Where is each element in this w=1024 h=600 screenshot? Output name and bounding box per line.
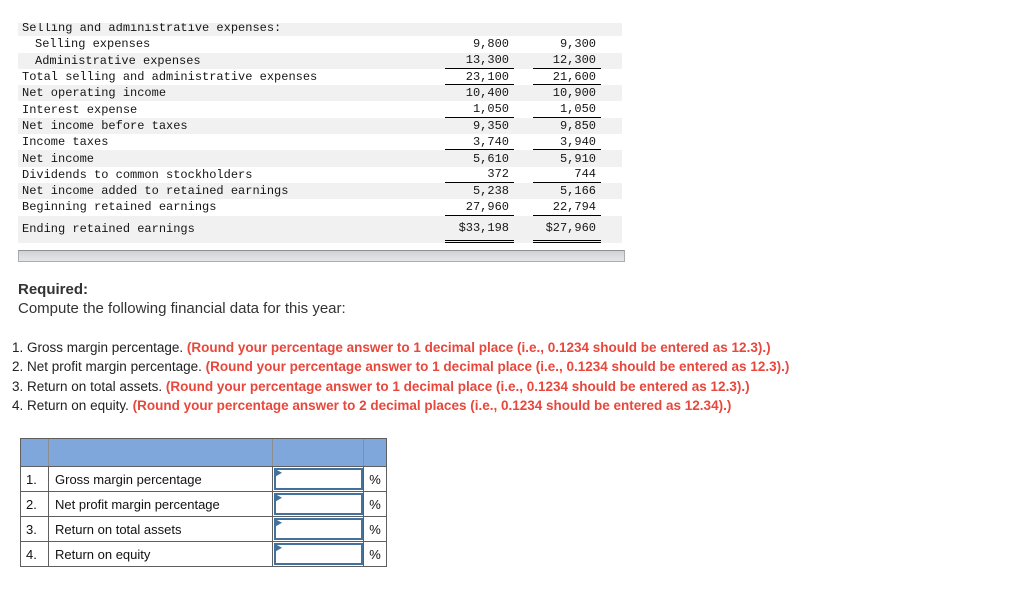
fin-row-label: Ending retained earnings [22, 222, 195, 237]
percent-sign-label: % [369, 471, 381, 487]
fin-row-last-year-value: 21,600 [533, 69, 601, 85]
fin-statement-row [18, 118, 622, 134]
fin-row-label: Net operating income [22, 86, 167, 101]
header-cell-label [49, 439, 273, 466]
fin-row-label: Income taxes [22, 135, 109, 150]
required-item-text: Return on total assets. [27, 378, 163, 394]
fin-row-this-year-value: 5,610 [472, 151, 509, 166]
fin-row-last-year-value: 22,794 [533, 199, 601, 215]
fin-row-this-year-value [445, 23, 514, 36]
fin-row-this-year-value: 1,050 [445, 101, 514, 117]
fin-row-label: Net income added to retained earnings [22, 184, 289, 199]
answer-row-number: 2. [21, 492, 49, 516]
financial-statement-table [18, 23, 622, 243]
answer-row-label: Gross margin percentage [49, 467, 273, 491]
fin-row-this-year-value: 27,960 [445, 199, 514, 215]
answer-input-cell [273, 467, 364, 491]
fin-row-last-year-value [533, 23, 601, 36]
fin-row-label: Beginning retained earnings [22, 200, 217, 215]
fin-row-this-year-value: 372 [445, 167, 514, 183]
fin-statement-row [18, 23, 622, 36]
header-cell-number [21, 439, 49, 466]
answer-table-header [21, 439, 386, 466]
answer-table [20, 438, 387, 567]
fin-statement-row [18, 167, 622, 183]
required-item-number: 3. [12, 378, 24, 394]
fin-row-this-year-value: $33,198 [445, 216, 514, 243]
percentage-answer-input[interactable] [274, 493, 363, 515]
required-list-item [12, 357, 1017, 376]
fin-row-label: Dividends to common stockholders [22, 167, 253, 182]
fin-row-label: Total selling and administrative expenses [22, 70, 318, 85]
answer-row-label: Return on total assets [49, 517, 273, 541]
required-item-rounding-note: (Round your percentage answer to 1 decimal place (i.e., 0.1234 should be entered as 12.3).) [165, 378, 750, 394]
horizontal-scrollbar[interactable] [18, 250, 625, 262]
answer-row [21, 541, 386, 566]
required-item-number: 2. [12, 359, 24, 375]
fin-row-this-year-value: 10,400 [465, 86, 509, 101]
answer-input-cell [273, 492, 364, 516]
percentage-answer-input[interactable] [274, 468, 363, 490]
header-cell-unit [364, 439, 386, 466]
fin-row-this-year-value: 13,300 [445, 53, 514, 69]
percent-sign-label: % [369, 521, 381, 537]
answer-row [21, 516, 386, 541]
fin-statement-row [18, 53, 622, 69]
percentage-answer-input[interactable] [274, 543, 363, 565]
required-item-text: Net profit margin percentage. [27, 359, 202, 375]
percentage-answer-input[interactable] [274, 518, 363, 540]
required-item-rounding-note: (Round your percentage answer to 2 decimal places (i.e., 0.1234 should be entered as 12.34).) [132, 397, 732, 413]
fin-row-label: Interest expense [22, 102, 138, 117]
fin-statement-row [18, 216, 622, 243]
fin-statement-row [18, 183, 622, 199]
required-item-text: Return on equity. [27, 397, 129, 413]
required-item-number: 4. [12, 397, 24, 413]
required-list-item [12, 396, 1017, 415]
fin-row-this-year-value: 9,800 [472, 37, 509, 52]
fin-row-last-year-value: 3,940 [533, 134, 601, 150]
fin-row-label: Administrative expenses [35, 53, 201, 68]
answer-row-number: 1. [21, 467, 49, 491]
required-item-rounding-note: (Round your percentage answer to 1 decimal place (i.e., 0.1234 should be entered as 12.3).) [205, 359, 790, 375]
fin-row-last-year-value: $27,960 [533, 216, 601, 243]
required-item-number: 1. [12, 340, 24, 355]
answer-row [21, 491, 386, 516]
fin-statement-row [18, 150, 622, 166]
fin-row-label: Selling expenses [35, 37, 151, 52]
fin-row-last-year-value: 9,300 [559, 37, 596, 52]
answer-input-cell [273, 517, 364, 541]
fin-statement-row [18, 101, 622, 117]
fin-row-last-year-value: 10,900 [552, 86, 596, 101]
required-subheading: Compute the following financial data for this year: [18, 300, 346, 317]
fin-row-this-year-value: 3,740 [445, 134, 514, 150]
fin-row-label: Selling and administrative expenses: [22, 23, 282, 36]
required-heading: Required: [18, 281, 89, 298]
header-cell-input [273, 439, 364, 466]
answer-row-number: 3. [21, 517, 49, 541]
answer-row-label: Return on equity [49, 542, 273, 566]
fin-row-this-year-value: 9,350 [472, 118, 509, 133]
fin-row-last-year-value: 5,910 [559, 151, 596, 166]
answer-row-number: 4. [21, 542, 49, 566]
fin-statement-row [18, 36, 622, 52]
percent-sign-label: % [369, 546, 381, 562]
fin-row-this-year-value: 23,100 [445, 69, 514, 85]
required-list [12, 338, 1017, 415]
fin-statement-row [18, 85, 622, 101]
required-list-item [12, 377, 1017, 396]
answer-row [21, 466, 386, 491]
fin-statement-row [18, 69, 622, 85]
percent-sign-label: % [369, 496, 381, 512]
answer-row-label: Net profit margin percentage [49, 492, 273, 516]
required-item-rounding-note: (Round your percentage answer to 1 decimal place (i.e., 0.1234 should be entered as 12.3).) [186, 340, 771, 355]
fin-row-label: Net income before taxes [22, 118, 188, 133]
fin-row-this-year-value: 5,238 [472, 184, 509, 199]
answer-input-cell [273, 542, 364, 566]
answer-table-body [21, 466, 386, 566]
fin-row-last-year-value: 1,050 [533, 101, 601, 117]
fin-row-last-year-value: 5,166 [559, 184, 596, 199]
fin-row-last-year-value: 9,850 [559, 118, 596, 133]
fin-statement-row [18, 199, 622, 215]
fin-row-label: Net income [22, 151, 95, 166]
fin-statement-row [18, 134, 622, 150]
required-list-item [12, 338, 1017, 357]
fin-row-last-year-value: 744 [533, 167, 601, 183]
fin-row-last-year-value: 12,300 [533, 53, 601, 69]
required-item-text: Gross margin percentage. [27, 340, 184, 355]
